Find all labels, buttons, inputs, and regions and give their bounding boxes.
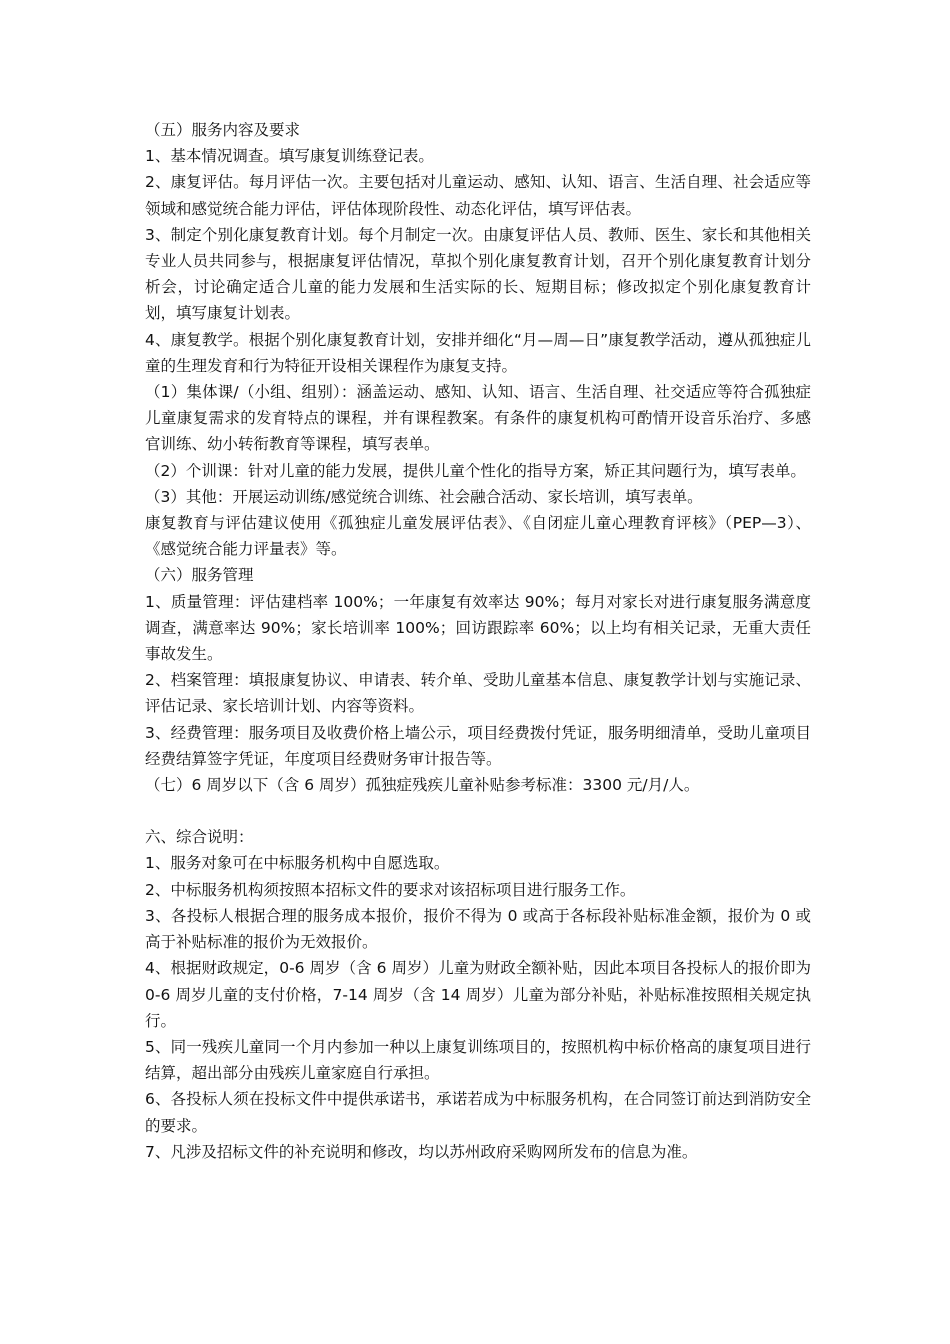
general-item-5: 5、同一残疾儿童同一个月内参加一种以上康复训练项目的，按照机构中标价格高的康复项目进行结算，超出部分由残疾儿童家庭自行承担。 [145, 1037, 811, 1083]
general-item-4: 4、根据财政规定，0-6 周岁（含 6 周岁）儿童为财政全额补贴，因此本项目各投标人的报价即为 0-6 周岁儿童的支付价格，7-14 周岁（含 14 周岁）儿童为部分补贴，补贴标准按照相关规定执行。 [145, 959, 811, 1030]
general-item-3: 3、各投标人根据合理的服务成本报价，报价不得为 0 或高于各标段补贴标准金额，报价为 0 或高于补贴标准的报价为无效报价。 [145, 906, 811, 952]
section5-item-4: 4、康复教学。根据个别化康复教育计划，安排并细化“月—周—日”康复教学活动，遵从孤独症儿童的生理发育和行为特征开设相关课程作为康复支持。 [145, 330, 811, 375]
section5-item-2: 2、康复评估。每月评估一次。主要包括对儿童运动、感知、认知、语言、生活自理、社会适应等领域和感觉统合能力评估，评估体现阶段性、动态化评估，填写评估表。 [145, 173, 811, 218]
section7-subsidy-standard: （七）6 周岁以下（含 6 周岁）孤独症残疾儿童补贴参考标准：3300 元/月/人。 [145, 776, 700, 795]
document-page [145, 117, 811, 1165]
paragraph-gap [145, 798, 811, 824]
section6-item-3: 3、经费管理：服务项目及收费价格上墙公示，项目经费拨付凭证，服务明细清单，受助儿童项目经费结算签字凭证，年度项目经费财务审计报告等。 [145, 723, 811, 768]
section6-item-2: 2、档案管理：填报康复协议、申请表、转介单、受助儿童基本信息、康复教学计划与实施记录、评估记录、家长培训计划、内容等资料。 [145, 671, 811, 716]
section5-item-3: 3、制定个别化康复教育计划。每个月制定一次。由康复评估人员、教师、医生、家长和其他相关专业人员共同参与，根据康复评估情况，草拟个别化康复教育计划，召开个别化康复教育计划分析会，讨论确定适合儿童的能力发展和生活实际的长、短期目标；修改拟定个别化康复教育计划，填写康复计划表。 [145, 225, 811, 323]
general-item-2: 2、中标服务机构须按照本招标文件的要求对该招标项目进行服务工作。 [145, 880, 636, 899]
general-item-7: 7、凡涉及招标文件的补充说明和修改，均以苏州政府采购网所发布的信息为准。 [145, 1142, 698, 1161]
section5-subitem-2: （2）个训课：针对儿童的能力发展，提供儿童个性化的指导方案，矫正其问题行为，填写表单。 [145, 461, 806, 480]
general-item-6: 6、各投标人须在投标文件中提供承诺书，承诺若成为中标服务机构，在合同签订前达到消防安全的要求。 [145, 1090, 811, 1135]
section5-heading: （五）服务内容及要求 [145, 121, 301, 139]
general-item-1: 1、服务对象可在中标服务机构中自愿选取。 [145, 854, 450, 873]
section6-heading: （六）服务管理 [145, 566, 254, 585]
section5-subitem-1: （1）集体课/（小组、组别）：涵盖运动、感知、认知、语言、生活自理、社交适应等符合孤独症儿童康复需求的发育特点的课程，并有课程教案。有条件的康复机构可酌情开设音乐治疗、多感官训练、幼小转衔教育等课程，填写表单。 [145, 383, 811, 454]
general-heading: 六、综合说明： [145, 828, 254, 847]
section5-assessment-note: 康复教育与评估建议使用《孤独症儿童发展评估表》、《自闭症儿童心理教育评核》（PEP—3）、《感觉统合能力评量表》等。 [145, 514, 811, 559]
section5-subitem-3: （3）其他：开展运动训练/感觉统合训练、社会融合活动、家长培训，填写表单。 [145, 487, 703, 506]
section5-item-1: 1、基本情况调查。填写康复训练登记表。 [145, 147, 434, 166]
section6-item-1: 1、质量管理：评估建档率 100%；一年康复有效率达 90%；每月对家长对进行康复服务满意度调查，满意率达 90%；家长培训率 100%；回访跟踪率 60%；以上均有相关记录，无重大责任事故发生。 [145, 592, 811, 664]
